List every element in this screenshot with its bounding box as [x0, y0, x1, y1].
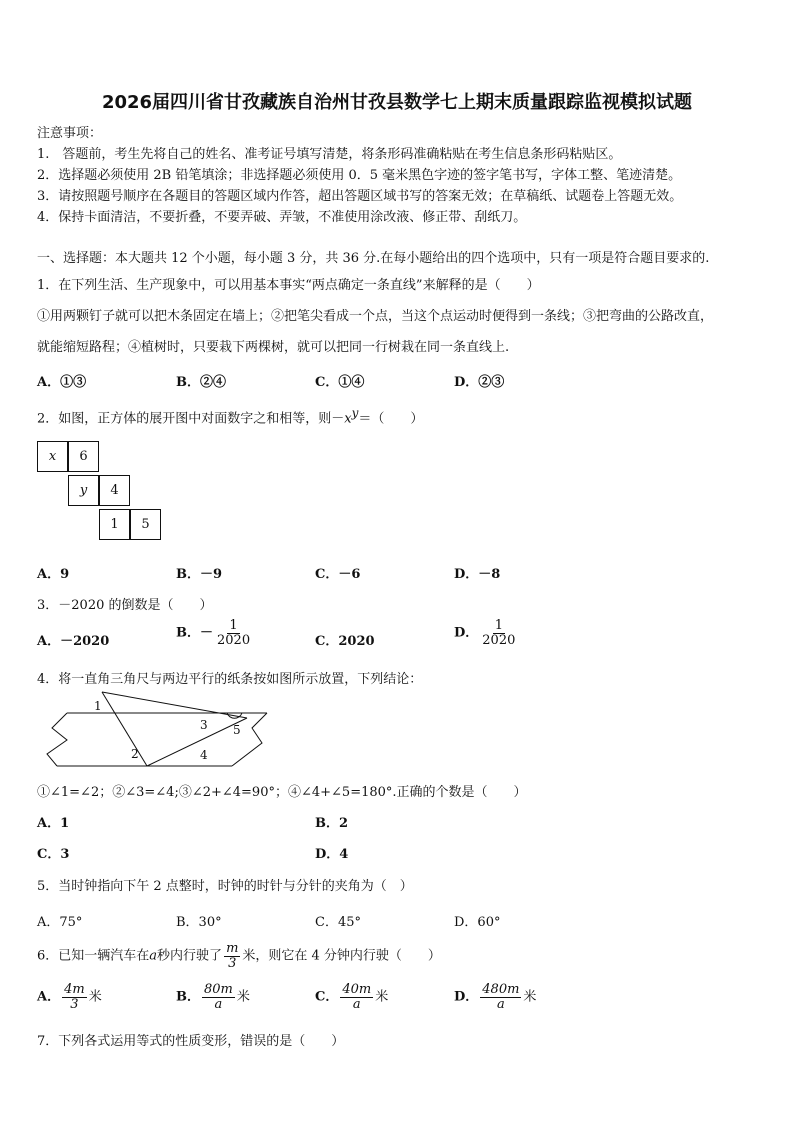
q4-conclusions: ①∠1=∠2；②∠3=∠4;③∠2+∠4=90°；④∠4+∠5=180°.正确的个数是（ ） [37, 785, 527, 800]
q2-stem: 2．如图，正方体的展开图中对面数字之和相等，则$-x^y=$（ ） [37, 406, 424, 427]
net-cell: 5 [130, 509, 161, 540]
q6-stem: 6．已知一辆汽车在a秒内行驶了 $\frac{m}{3}$ 米，则它在 4 分钟内行驶（ ） [37, 941, 441, 971]
q3-stem: 3．－2020 的倒数是（ ） [37, 598, 213, 613]
q1-line2: 就能缩短路程；④植树时，只要栽下两棵树，就可以把同一行树栽在同一条直线上. [37, 340, 510, 355]
q5-option-b[interactable]: B．30° [176, 915, 222, 930]
q5-option-d[interactable]: D．60° [454, 915, 501, 930]
q4-option-d[interactable]: D．4 [315, 847, 349, 862]
q1-option-a[interactable]: A．①③ [37, 375, 87, 390]
q3-option-d[interactable]: D． $\frac{1}{2020}$ [454, 618, 516, 648]
q1-stem: 1．在下列生活、生产现象中，可以用基本事实“两点确定一条直线”来解释的是（ ） [37, 278, 540, 293]
q6-option-b[interactable]: B． $\frac{80m}{a}$ 米 [176, 982, 250, 1012]
triangle-hypotenuse [102, 692, 247, 718]
net-cell: 6 [68, 441, 99, 472]
section-header: 一、选择题：本大题共 12 个小题，每小题 3 分，共 36 分.在每小题给出的四个选项中，只有一项是符合题目要求的. [37, 251, 710, 266]
q5-option-a[interactable]: A．75° [37, 915, 83, 930]
q5-stem: 5．当时钟指向下午 2 点整时，时钟的时针与分针的夹角为（ ） [37, 879, 413, 894]
notice-heading: 注意事项： [37, 126, 103, 141]
notice-item-3: 3．请按照题号顺序在各题目的答题区域内作答，超出答题区域书写的答案无效；在草稿纸、试题卷上答题无效。 [37, 189, 683, 204]
q2-option-d[interactable]: D．－8 [454, 567, 501, 582]
q3-option-c[interactable]: C．2020 [315, 634, 375, 649]
q1-line1: ①用两颗钉子就可以把木条固定在墙上；②把笔尖看成一个点，当这个点运动时便得到一条线；③把弯曲的公路改直， [37, 309, 714, 324]
q2-option-a[interactable]: A．9 [37, 567, 70, 582]
q6-option-c[interactable]: C． $\frac{40m}{a}$ 米 [315, 982, 389, 1012]
q4-option-b[interactable]: B．2 [315, 816, 349, 831]
net-cell: 4 [99, 475, 130, 506]
q4-stem: 4．将一直角三角尺与两边平行的纸条按如图所示放置，下列结论： [37, 672, 423, 687]
q2-option-b[interactable]: B．－9 [176, 567, 223, 582]
q6-option-a[interactable]: A． $\frac{4m}{3}$ 米 [37, 982, 102, 1012]
notice-item-2: 2．选择题必须使用 2B 铅笔填涂；非选择题必须使用 0．5 毫米黑色字迹的签字笔书写，字体工整、笔迹清楚。 [37, 168, 682, 183]
q6-option-d[interactable]: D． $\frac{480m}{a}$ 米 [454, 982, 537, 1012]
angle-label-1: 1 [94, 699, 102, 713]
q4-option-c[interactable]: C．3 [37, 847, 70, 862]
q3-option-b[interactable]: B．－ $\frac{1}{2020}$ [176, 618, 251, 648]
q5-option-c[interactable]: C．45° [315, 915, 361, 930]
net-cell: x [37, 441, 68, 472]
angle-label-2: 2 [131, 747, 139, 761]
q1-option-c[interactable]: C．①④ [315, 375, 365, 390]
strip-left-torn-edge [47, 713, 67, 766]
q1-option-d[interactable]: D．②③ [454, 375, 505, 390]
triangle-leg [147, 718, 247, 766]
q1-option-b[interactable]: B．②④ [176, 375, 226, 390]
angle-label-4: 4 [200, 748, 208, 762]
q7-stem: 7．下列各式运用等式的性质变形，错误的是（ ） [37, 1034, 345, 1049]
angle-label-5: 5 [233, 723, 241, 737]
notice-item-4: 4．保持卡面清洁，不要折叠，不要弄破、弄皱，不准使用涂改液、修正带、刮纸刀。 [37, 210, 527, 225]
triangle-side [102, 692, 147, 766]
q4-option-a[interactable]: A．1 [37, 816, 70, 831]
strip-right-torn-edge [232, 713, 267, 766]
net-cell: y [68, 475, 99, 506]
net-cell: 1 [99, 509, 130, 540]
q2-option-c[interactable]: C．－6 [315, 567, 361, 582]
angle-label-3: 3 [200, 718, 208, 732]
page-title: 2026届四川省甘孜藏族自治州甘孜县数学七上期末质量跟踪监视模拟试题 [101, 92, 693, 113]
notice-item-1: 1. 答题前，考生先将自己的姓名、准考证号填写清楚，将条形码准确粘贴在考生信息条形码粘贴区。 [37, 147, 622, 162]
q3-option-a[interactable]: A．－2020 [37, 634, 110, 649]
